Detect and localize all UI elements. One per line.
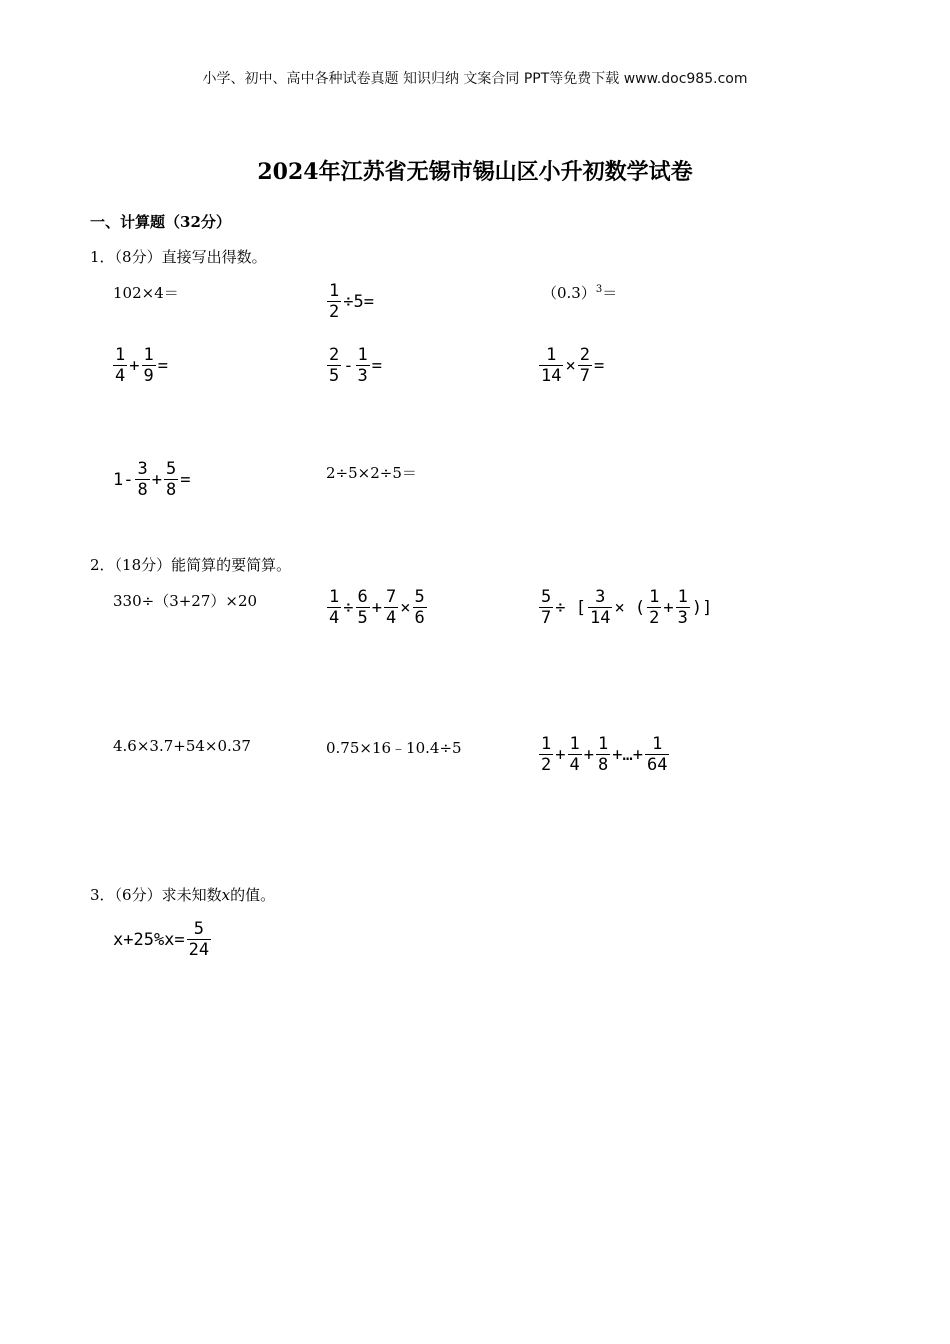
q1-expr-1: 102×4＝ [113, 284, 179, 302]
page-header: 小学、初中、高中各种试卷真题 知识归纳 文案合同 PPT等免费下载 www.doc985.com [202, 71, 748, 87]
question-3-label: 3．（6分）求未知数x的值。 [90, 886, 276, 904]
q3-equation: x+25%x= $\frac{5}{24}$ [113, 919, 210, 960]
q2-expr-4: 4.6×3.7+54×0.37 [113, 737, 251, 755]
q1-expr-2: $\frac{1}{2}$ ÷5= [329, 281, 374, 322]
q1-expr-5: 2 5 - $\frac{1}{3}$ = [329, 345, 382, 386]
q1-expr-7: 1- 3 8 + $\frac{5}{8}$ = [113, 459, 191, 500]
q1-expr-6: $\frac{1}{14}$ × $\frac{2}{7}$ = [541, 345, 605, 386]
q2-expr-6: 1 2 + $\frac{1}{4}$ + $\frac{1}{8}$ +…+ $\frac{1}{64}$ [541, 734, 668, 775]
q1-expr-8: 2÷5×2÷5＝ [326, 464, 417, 482]
question-1-label: 1．（8分）直接写出得数。 [90, 248, 267, 266]
q2-expr-3: $\frac{5}{7}$ ÷ [ $\frac{3}{14}$ × ( 1 2 + $\frac{1}{3}$ )] [541, 587, 713, 628]
q1-expr-4: 1 4 + $\frac{1}{9}$ = [115, 345, 168, 386]
q2-expr-5: 0.75×16﹣10.4÷5 [326, 739, 462, 757]
section-heading: 一、计算题（32分） [90, 213, 231, 231]
fraction: $\frac{1}{2}$ [329, 281, 340, 322]
q2-expr-1: 330÷（3+27）×20 [113, 592, 258, 610]
page-title: 2024年江苏省无锡市锡山区小升初数学试卷 [257, 159, 693, 185]
q1-expr-3: $(0.3)^3=$ [542, 284, 618, 302]
question-2-label: 2．（18分）能简算的要简算。 [90, 556, 292, 574]
q2-expr-2: $\frac{1}{4}$ ÷ $\frac{6}{5}$ + $\frac{7}{4}$ × $\frac{5}{6}$ [329, 587, 425, 628]
